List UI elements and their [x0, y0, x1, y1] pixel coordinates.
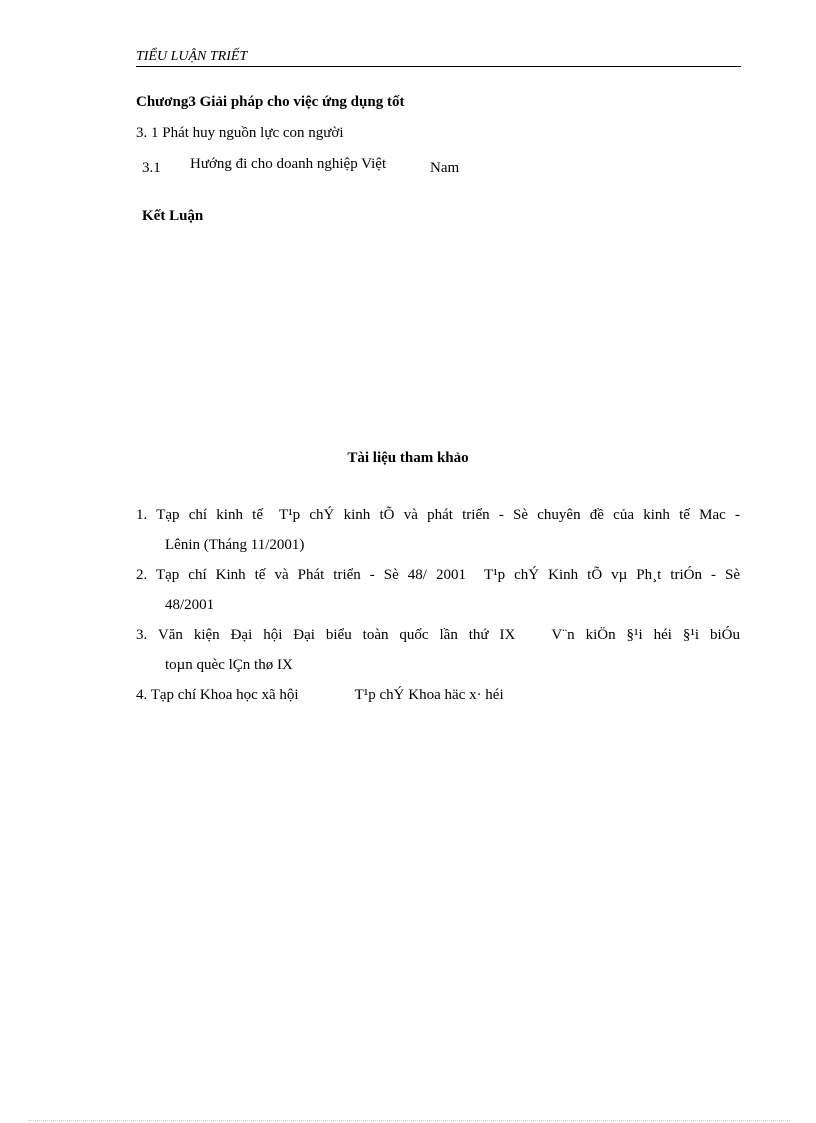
outline-item-text: Hướng đi cho doanh nghiệp Việt: [190, 156, 387, 172]
reference-item: [136, 620, 740, 680]
reference-legacy-text: T¹p chÝ Khoa häc x· héi: [354, 687, 504, 703]
reference-title: 3. Văn kiện Đại hội Đại biểu toàn quốc lần thứ IX: [136, 627, 516, 643]
outline-item-tail: Nam: [430, 160, 460, 176]
reference-continuation: Lênin (Tháng 11/2001): [165, 537, 305, 553]
reference-legacy-text: T¹p chÝ Kinh tÕ vµ Ph¸t triÓn - Sè: [483, 567, 740, 583]
reference-item: [136, 560, 740, 620]
reference-title: 4. Tạp chí Khoa học xã hội: [136, 687, 299, 703]
outline-item-3-1: 3. 1 Phát huy nguồn lực con người: [136, 125, 344, 141]
reference-continuation: toµn quèc lÇn thø IX: [165, 657, 293, 673]
reference-item: [136, 500, 740, 560]
references-list: [136, 500, 740, 710]
running-header: TIỂU LUẬN TRIẾT: [136, 48, 741, 67]
chapter-3-heading: Chương3 Giải pháp cho việc ứng dụng tốt: [136, 94, 405, 110]
outline-item-number: 3.1: [142, 160, 161, 176]
reference-title: 1. Tạp chí kinh tế: [136, 507, 263, 523]
reference-legacy-text: V¨n kiÖn §¹i héi §¹i biÓu: [551, 627, 740, 643]
references-title: Tài liệu tham khảo: [347, 450, 469, 466]
conclusion-heading: Kết Luận: [142, 208, 204, 224]
reference-title: 2. Tạp chí Kinh tế và Phát triển - Sè 48/ 2001: [136, 567, 466, 583]
reference-continuation: 48/2001: [165, 597, 215, 613]
reference-item: [136, 680, 740, 710]
reference-legacy-text: T¹p chÝ kinh tÕ và phát triển - Sè chuyên đề của kinh tế Mac -: [279, 507, 740, 523]
page-bottom-rule: [28, 1120, 790, 1121]
